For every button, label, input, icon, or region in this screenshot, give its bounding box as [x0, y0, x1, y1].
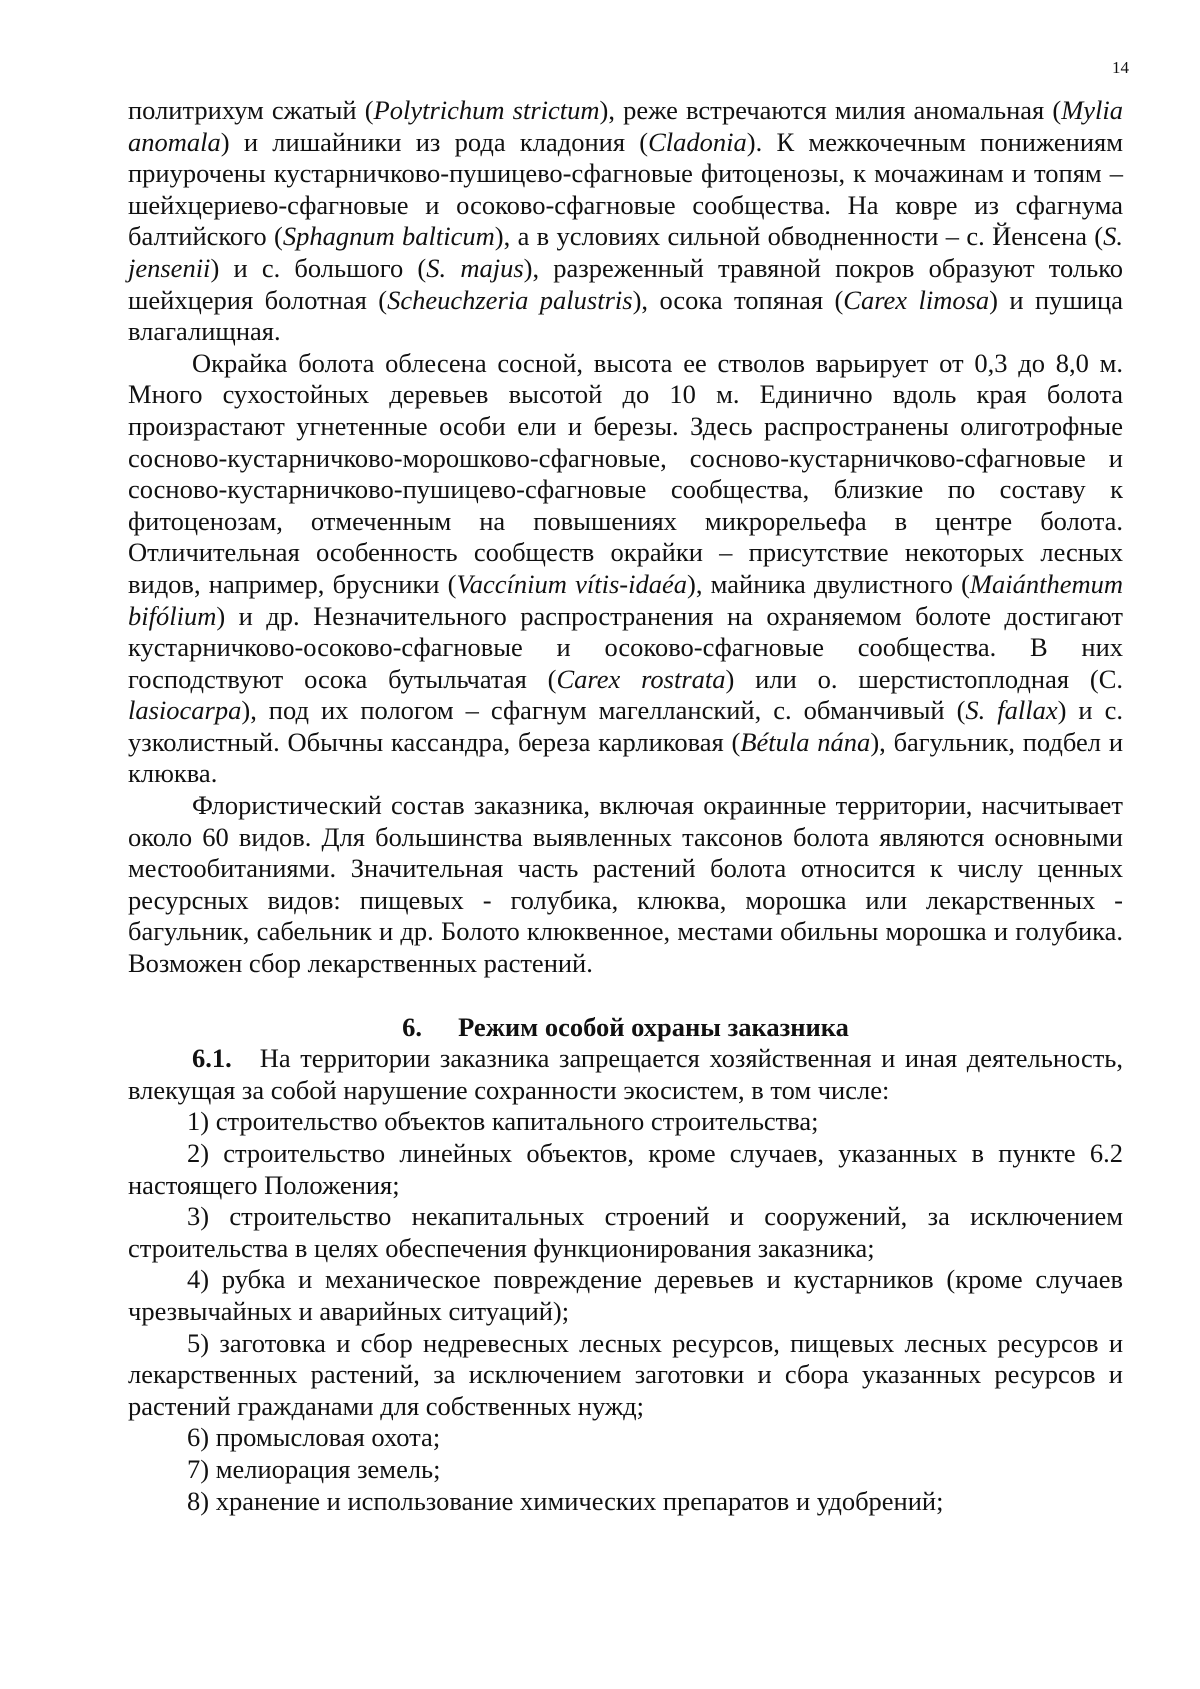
- subsection-number: 6.1.: [192, 1043, 232, 1074]
- list-item: 7) мелиорация земель;: [187, 1453, 441, 1484]
- page-number: 14: [1112, 58, 1129, 77]
- list-item: 2) строительство линейных объектов, кроме случаев, указанных в пункте 6.2 настоящего Положения;: [128, 1138, 1123, 1200]
- list-item: 4) рубка и механическое повреждение деревьев и кустарников (кроме случаев чрезвычайных и аварийных ситуаций);: [128, 1264, 1123, 1326]
- section-title: Режим особой охраны заказника: [458, 1011, 849, 1042]
- list-item: 3) строительство некапитальных строений и сооружений, за исключением строительства в целях обеспечения функционирования заказника;: [128, 1201, 1123, 1263]
- list-item: 8) хранение и использование химических препаратов и удобрений;: [187, 1485, 944, 1516]
- paragraph-bog-edge: Окрайка болота облесена сосной, высота ее стволов варьирует от 0,3 до 8,0 м. Много сухостойных деревьев высотой до 10 м. Единично вдоль края болота произрастают угнетенные особи ели и березы. Здесь распространены олиготрофные сосново-кустарничково-морошково-сфагновые, сосново-кустарничково-сфагновые и сосново-кустарничково-пушицево-сфагновые сообщества, близкие по составу к фитоценозам, отмеченным на повышениях микрорельефа в центре болота. Отличительная особенность сообществ окрайки – присутствие некоторых лесных видов, например, брусники (Vaccínium vítis-idaéa), майника двулистного (Maiánthemum bifólium) и др. Незначительного распространения на охраняемом болоте достигают кустарничково-осоково-сфагновые и осоково-сфагновые сообщества. В них господствуют осока бутыльчатая (Carex rostrata) или о. шерстистоплодная (С. lasiocarpa), под их пологом – сфагнум магелланский, с. обманчивый (S. fallax) и с. узколистный. Обычны кассандра, береза карликовая (Bétula nána), багульник, подбел и клюква.: [128, 347, 1124, 789]
- section-heading: [128, 1012, 1123, 1044]
- document-body: [128, 95, 1123, 1517]
- paragraph-floristic-composition: Флористический состав заказника, включая окраинные территории, насчитывает около 60 видов. Для большинства выявленных таксонов болота являются основными местообитаниями. Значительная часть растений болота относится к числу ценных ресурсных видов: пищевых - голубика, клюква, морошка или лекарственных - багульник, сабельник и др. Болото клюквенное, местами обильны морошка и голубика. Возможен сбор лекарственных растений.: [128, 790, 1123, 979]
- subsection-6-1: [128, 1043, 1123, 1106]
- list-item: 5) заготовка и сбор недревесных лесных ресурсов, пищевых лесных ресурсов и лекарственных растений, за исключением заготовки и сбора указанных ресурсов и растений гражданами для собственных нужд;: [128, 1327, 1123, 1421]
- section-number: 6.: [402, 1011, 422, 1042]
- subsection-text: На территории заказника запрещается хозяйственная и иная деятельность, влекущая за собой нарушение сохранности экосистем, в том числе:: [128, 1043, 1123, 1105]
- paragraph-vegetation-center: политрихум сжатый (Polytrichum strictum), реже встречаются милия аномальная (Mylia anomala) и лишайники из рода кладония (Cladonia). К межкочечным понижениям приурочены кустарничково-пушицево-сфагновые фитоценозы, к мочажинам и топям – шейхцериево-сфагновые и осоково-сфагновые сообщества. На ковре из сфагнума балтийского (Sphagnum balticum), а в условиях сильной обводненности – с. Йенсена (S. jensenii) и с. большого (S. majus), разреженный травяной покров образуют только шейхцерия болотная (Scheuchzeria palustris), осока топяная (Carex limosa) и пушица влагалищная.: [128, 95, 1123, 347]
- list-item: 6) промысловая охота;: [187, 1422, 441, 1453]
- list-item: 1) строительство объектов капитального строительства;: [187, 1106, 819, 1137]
